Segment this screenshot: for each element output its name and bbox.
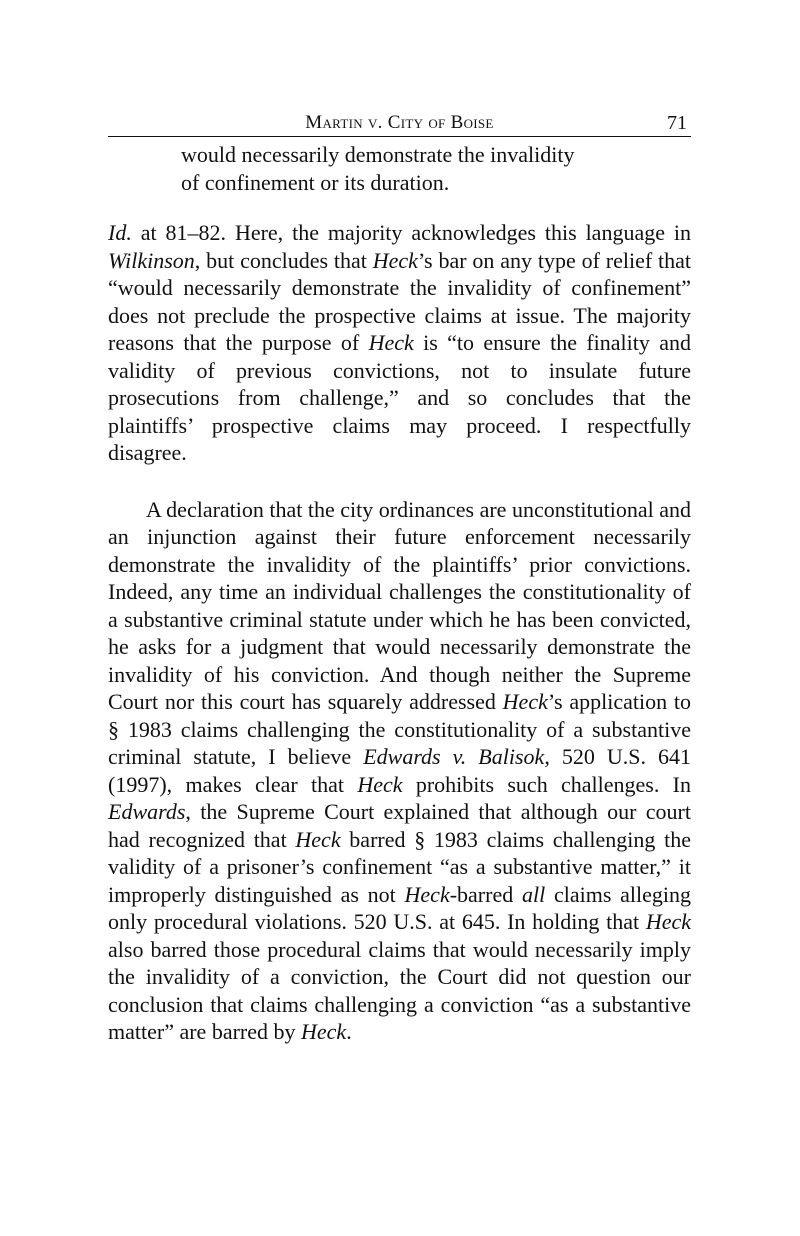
case-name: Heck: [301, 1019, 347, 1044]
text-span: .: [346, 1019, 352, 1044]
text-span: prohibits such challenges. In: [402, 771, 691, 797]
case-name: Heck: [368, 330, 414, 355]
block-quote-line: of confinement or its duration.: [181, 170, 450, 195]
running-title: Martin v. City of Boise: [305, 112, 494, 133]
text-span: is “to ensure the finality and validity of previous convictions, not to insulate future prosecutions from challenge,” and so concludes that the plaintiffs’ prospective claims may proceed. I respectfully disagree.: [108, 330, 692, 465]
text-span: -barred: [449, 881, 522, 907]
text-span: claims alleging only procedural violations. 520 U.S. at 645. In holding that: [108, 881, 692, 934]
text-span: , but concludes that: [194, 247, 373, 273]
paragraph-1: [108, 219, 691, 467]
paragraph-2: [108, 496, 691, 1046]
text-span: at 81–82. Here, the majority acknowledges this language in: [131, 220, 691, 245]
case-name: Heck: [404, 881, 450, 907]
page-number: 71: [667, 112, 687, 134]
text-span: barred § 1983 claims challenging the validity of a prisoner’s confinement “as a substantive matter,” it improperly distinguished as not: [108, 826, 691, 907]
case-name: Wilkinson: [108, 247, 195, 273]
opinion-page: [108, 110, 691, 1046]
running-header: [108, 110, 691, 137]
case-name: Edwards: [108, 799, 186, 824]
block-quote-line: would necessarily demonstrate the invalidity: [181, 142, 575, 167]
citation-id: Id.: [108, 220, 132, 245]
case-name: Heck: [357, 771, 403, 797]
text-span: A declaration that the city ordinances are unconstitutional and an injunction against their future enforcement necessarily demonstrate the invalidity of the plaintiffs’ prior convictions. Indeed, any time an individual challenges the constitutionality of a substantive criminal statute under which he has been convicted, he asks for a judgment that would necessarily demonstrate the invalidity of his conviction. And though neither the Supreme Court nor this court has squarely addressed: [108, 496, 691, 714]
case-name: Heck: [372, 247, 418, 273]
text-span: , the Supreme Court explained that although our court had recognized that: [108, 799, 691, 852]
case-name: Heck: [645, 909, 691, 934]
case-name: Heck: [295, 826, 341, 852]
block-quote: [181, 141, 691, 197]
text-span: , 520 U.S. 641 (1997), makes clear that: [108, 744, 692, 797]
case-name: Heck: [502, 689, 548, 714]
text-span: also barred those procedural claims that would necessarily imply the invalidity of a conviction, the Court did not question our conclusion that claims challenging a conviction “as a substantive matter” are barred by: [108, 936, 691, 1044]
text-span: ’s bar on any type of relief that “would necessarily demonstrate the invalidity of confinement” does not preclude the prospective claims at issue. The majority reasons that the purpose of: [108, 247, 691, 355]
text-span: ’s application to § 1983 claims challenging the constitutionality of a substantive criminal statute, I believe: [108, 689, 691, 769]
case-name: Edwards v. Balisok: [363, 744, 545, 769]
emphasis: all: [521, 881, 546, 907]
